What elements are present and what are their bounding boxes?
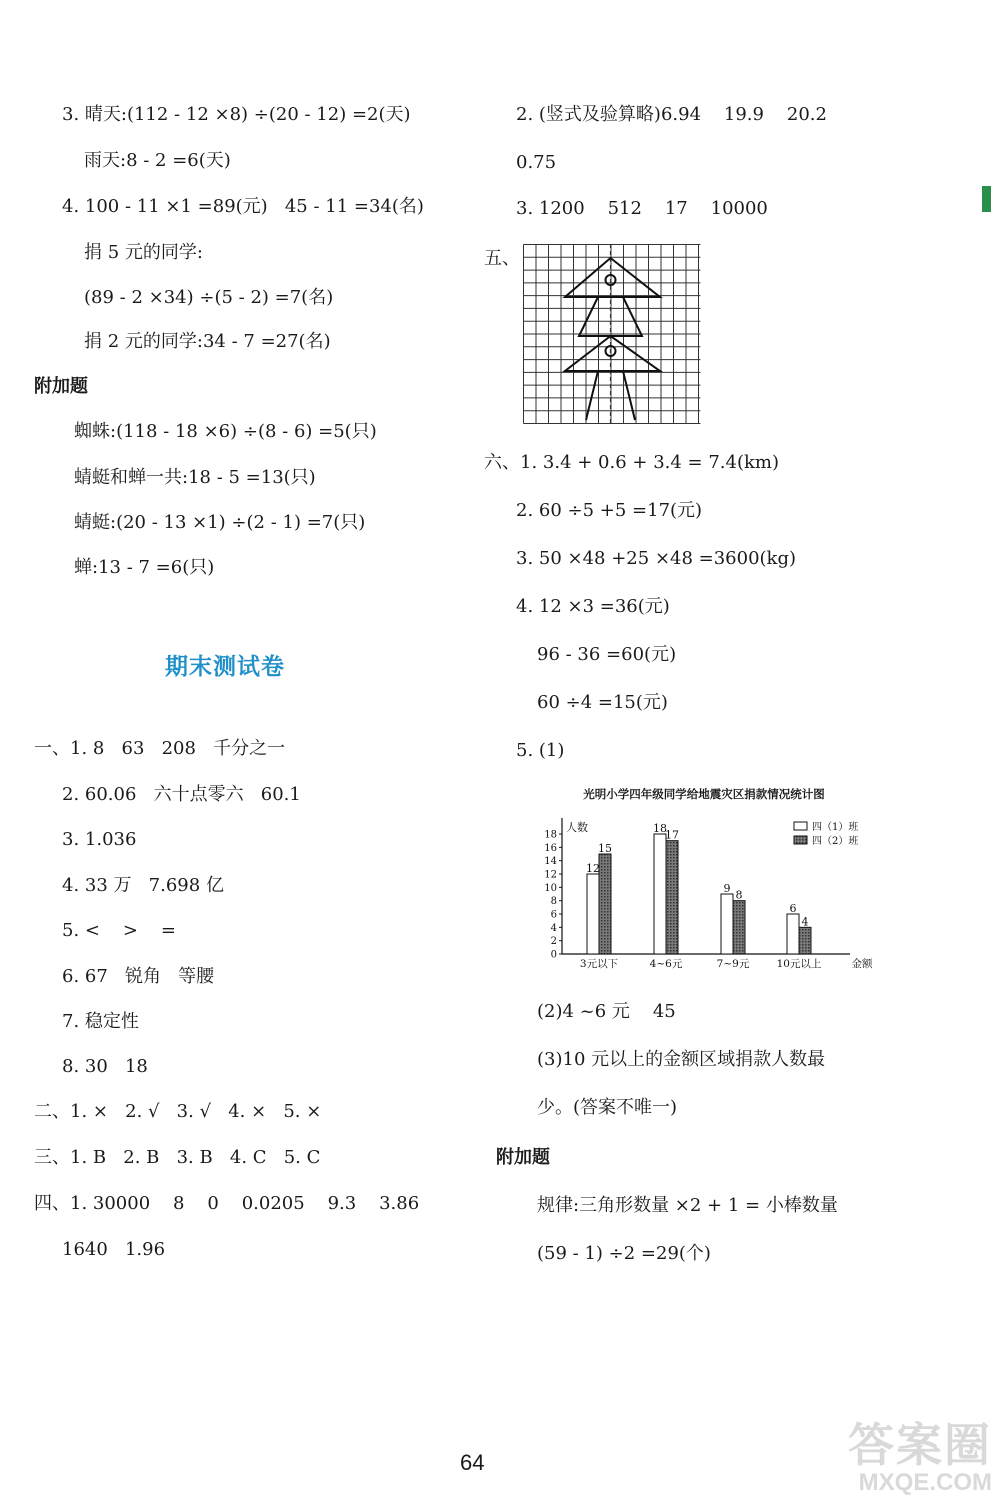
s6-5-3a: (3)10 元以上的金额区域捐款人数最 [537,1049,826,1070]
s6-5-3b: 少。(答案不唯一) [537,1097,678,1118]
page-number: 64 [460,1450,485,1475]
y-tick-label: 16 [544,842,557,854]
x-category-label: 4~6元 [649,958,683,970]
legend-label-class2: 四（2）班 [812,836,859,847]
s4-2b: 0.75 [516,152,557,173]
s4-2: 2. (竖式及验算略)6.94 19.9 20.2 [516,104,827,125]
y-tick-label: 6 [550,909,557,921]
extra-rule: 规律:三角形数量 ×2 + 1 = 小棒数量 [537,1195,838,1216]
x-category-label: 10元以上 [776,958,822,970]
bar-label-class2: 17 [665,828,679,842]
bar-class1 [587,874,599,954]
legend-swatch-class2 [794,836,807,844]
s1-5: 5. < > = [62,920,176,941]
s6-3: 3. 50 ×48 +25 ×48 =3600(kg) [516,548,797,569]
s6-5-2: (2)4 ~6 元 45 [537,1001,676,1022]
s2: 二、1. × 2. √ 3. √ 4. × 5. × [34,1101,322,1122]
s1-6: 6. 67 锐角 等腰 [62,966,215,987]
bar-label-class1: 6 [789,902,797,915]
s1-2: 2. 60.06 六十点零六 60.1 [62,784,301,805]
bar-class2 [666,841,678,954]
s6-5: 5. (1) [516,740,565,761]
s1-1: 一、1. 8 63 208 千分之一 [34,738,286,759]
bar-class2 [799,927,811,954]
s1-3: 3. 1.036 [62,829,137,850]
s1-8: 8. 30 18 [62,1056,148,1077]
s6-4a: 4. 12 ×3 =36(元) [516,596,670,617]
y-tick-label: 14 [544,856,557,868]
y-tick-label: 10 [544,882,557,894]
bar-label-class1: 12 [586,862,600,875]
bar-label-class1: 18 [653,822,667,835]
extra-heading-right: 附加题 [496,1147,550,1168]
x-category-label: 7~9元 [716,958,750,970]
answer-4-c: (89 - 2 ×34) ÷(5 - 2) =7(名) [84,287,334,308]
section-title: 期末测试卷 [165,653,285,680]
answer-3-sunny: 3. 晴天:(112 - 12 ×8) ÷(20 - 12) =2(天) [62,104,411,125]
answer-4-d: 捐 2 元的同学:34 - 7 =27(名) [84,331,331,352]
x-category-label: 3元以下 [579,958,619,970]
chart-title: 光明小学四年级同学给地震灾区捐款情况统计图 [583,787,825,801]
bar-label-class2: 15 [598,842,612,855]
extra-heading-left: 附加题 [34,376,88,397]
lower-right-leg [623,371,635,420]
s6-1: 六、1. 3.4 + 0.6 + 3.4 = 7.4(km) [484,452,779,473]
y-tick-label: 8 [550,896,557,908]
legend-label-class1: 四（1）班 [812,822,859,833]
bar-label-class2: 4 [801,915,809,929]
y-tick-label: 12 [544,869,557,881]
extra-2: 蜻蜓和蝉一共:18 - 5 =13(只) [74,467,316,488]
y-axis-label: 人数 [566,821,588,834]
y-tick-label: 0 [550,949,557,961]
y-tick-label: 2 [550,936,557,948]
watermark-line2: MXQE.COM [858,1469,992,1496]
s5-label: 五、 [484,248,520,269]
x-axis-label: 金额 [851,958,873,970]
extra-3: 蜻蜓:(20 - 13 ×1) ÷(2 - 1) =7(只) [74,512,366,533]
bar-class1 [787,914,799,954]
s6-4b: 96 - 36 =60(元) [537,644,677,665]
bar-class1 [654,834,666,954]
s1-4: 4. 33 万 7.698 亿 [62,875,224,896]
answer-4-b: 捐 5 元的同学: [84,242,203,263]
extra-calc: (59 - 1) ÷2 =29(个) [537,1243,711,1264]
bar-label-class1: 9 [723,882,731,895]
symmetry-grid-figure [523,244,701,424]
y-tick-label: 4 [550,922,557,934]
lower-triangle [565,336,660,371]
extra-1: 蜘蛛:(118 - 18 ×6) ÷(8 - 6) =5(只) [74,421,377,442]
s3: 三、1. B 2. B 3. B 4. C 5. C [34,1147,321,1168]
donation-bar-chart [532,782,877,978]
y-tick-label: 18 [544,829,557,841]
answer-3-rainy: 雨天:8 - 2 =6(天) [84,150,231,171]
bar-class1 [721,894,733,954]
watermark [848,1420,992,1496]
bar-class2 [599,854,611,954]
extra-4: 蝉:13 - 7 =6(只) [74,557,215,578]
margin-mark [982,186,991,212]
bar-class2 [733,901,745,954]
s4-1b: 1640 1.96 [62,1239,166,1260]
s4-1: 四、1. 30000 8 0 0.0205 9.3 3.86 [34,1193,420,1214]
bar-label-class2: 8 [735,888,743,902]
s6-2: 2. 60 ÷5 +5 =17(元) [516,500,703,521]
watermark-line1: 答案圈 [848,1419,992,1471]
s6-4c: 60 ÷4 =15(元) [537,692,668,713]
s1-7: 7. 稳定性 [62,1011,139,1032]
s4-3: 3. 1200 512 17 10000 [516,198,768,219]
upper-triangle [565,258,660,297]
lower-left-leg [586,371,598,420]
legend-swatch-class1 [794,822,807,830]
answer-4-a: 4. 100 - 11 ×1 =89(元) 45 - 11 =34(名) [62,196,424,217]
